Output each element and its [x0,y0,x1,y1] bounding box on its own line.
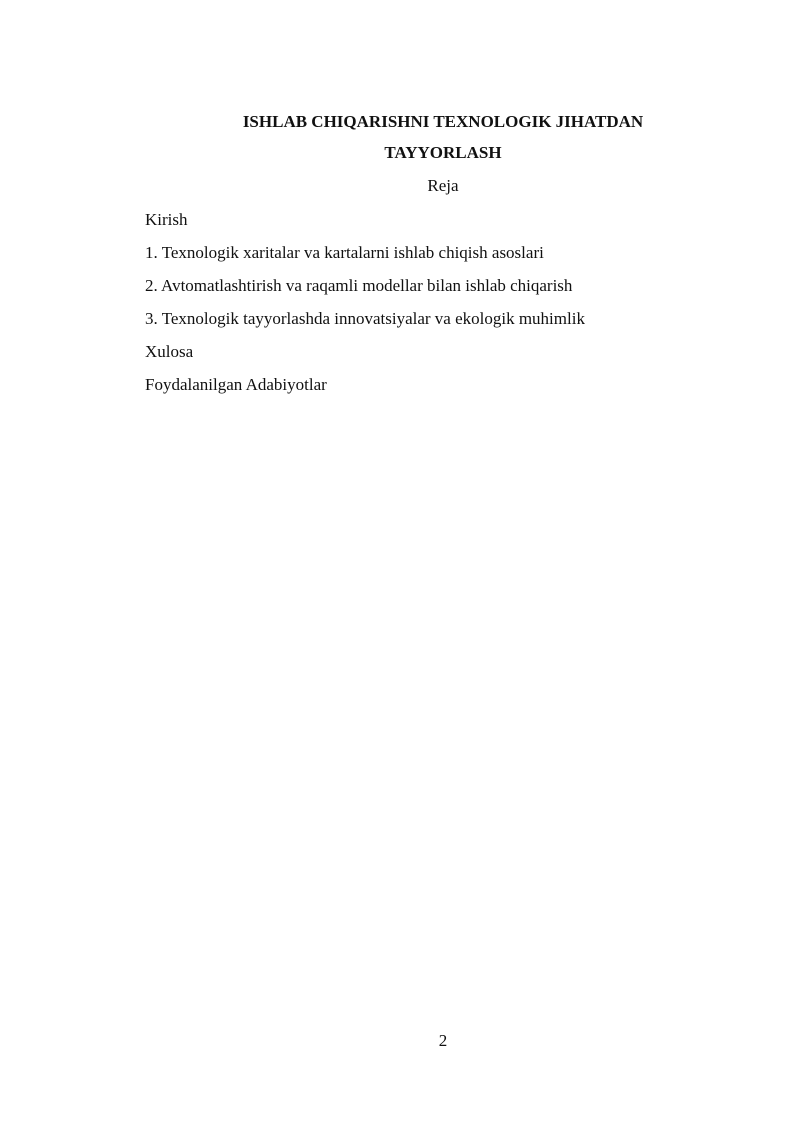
plan-item-1: 1. Texnologik xaritalar va kartalarni ishlab chiqish asoslari [145,243,544,262]
plan-item-references: Foydalanilgan Adabiyotlar [145,375,327,394]
plan-item-conclusion: Xulosa [145,342,194,361]
plan-heading [145,173,741,199]
page-number: 2 [438,1031,448,1050]
title-line-2: TAYYORLASH [384,143,502,162]
document-title [145,106,741,168]
plan-item-3: 3. Texnologik tayyorlashda innovatsiyalar va ekologik muhimlik [145,309,585,328]
plan-list [145,203,705,401]
plan-heading-text: Reja [427,176,459,195]
plan-item-2: 2. Avtomatlashtirish va raqamli modellar bilan ishlab chiqarish [145,276,573,295]
title-line-1: ISHLAB CHIQARISHNI TEXNOLOGIK JIHATDAN [242,112,644,131]
plan-item-introduction: Kirish [145,210,188,229]
